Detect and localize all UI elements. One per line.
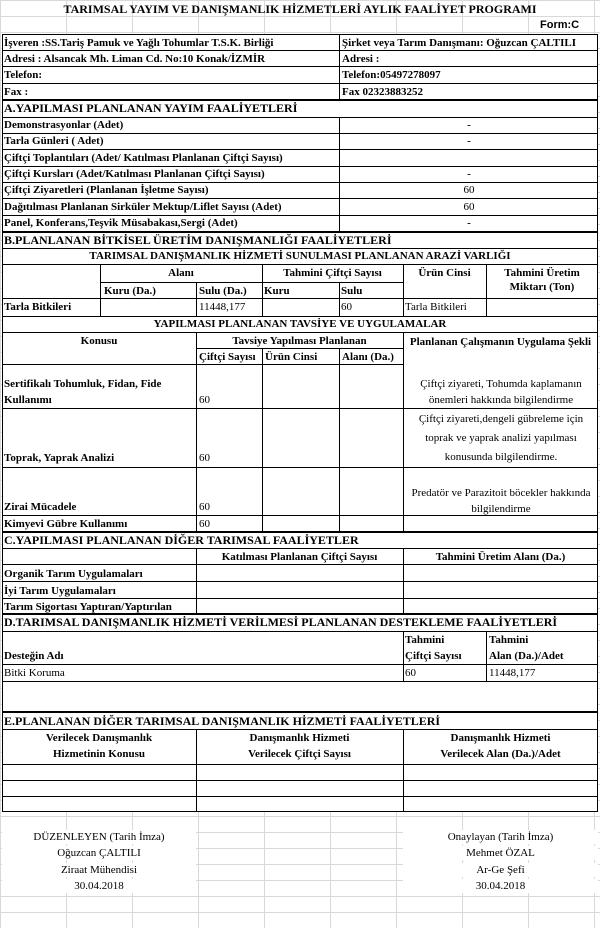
section-d-area-header-1: Tahmini xyxy=(489,634,529,646)
support-name-header: Desteğin Adı xyxy=(4,650,64,662)
recommendation-farmers: 60 xyxy=(199,518,210,530)
dry-area-header: Kuru (Da.) xyxy=(104,285,156,297)
preparer-name: Oğuzcan ÇALTILI xyxy=(2,846,196,860)
planned-recommendation-header: Tavsiye Yapılması Planlanan xyxy=(232,335,367,347)
section-a-row-label: Panel, Konferans,Teşvik Müsabakası,Sergi (Adet) xyxy=(4,217,238,229)
recommendation-farmers: 60 xyxy=(199,452,210,464)
consultant-fax: Fax 02323883252 xyxy=(342,86,423,98)
consultant-address: Adresi : xyxy=(342,53,380,65)
consultant-name: Şirket veya Tarım Danışmanı: Oğuzcan ÇALTILI xyxy=(342,37,576,49)
section-e-title: E.PLANLANAN DİĞER TARIMSAL DANIŞMANLIK HİZMETİ FAALİYETLERİ xyxy=(4,714,441,728)
section-c-row: Organik Tarım Uygulamaları xyxy=(4,568,143,580)
product-type-header: Ürün Cinsi xyxy=(418,267,471,279)
application-method-header: Planlanan Çalışmanın Uygulama Şekli xyxy=(409,336,592,348)
section-a-row-value: - xyxy=(467,135,471,147)
irrigated-farmer-header: Sulu xyxy=(341,285,363,297)
recommendation-topic: Kimyevi Gübre Kullanımı xyxy=(4,518,128,530)
product-type-col-header: Ürün Cinsi xyxy=(265,351,318,363)
recommendation-method: Çiftçi ziyareti, Tohumda kaplamanın önemleri hakkında bilgilendirme xyxy=(420,378,582,406)
section-c-title: C.YAPILMASI PLANLANAN DİĞER TARIMSAL FAALİYETLER xyxy=(4,533,359,547)
section-a-row-value: - xyxy=(467,119,471,131)
approver-date: 30.04.2018 xyxy=(403,879,598,893)
section-a-row-label: Çiftçi Toplantıları (Adet/ Katılması Planlanan Çiftçi Sayısı) xyxy=(4,152,283,164)
approver-title: Ar-Ge Şefi xyxy=(403,863,598,877)
section-a-title: A.YAPILMASI PLANLANAN YAYIM FAALİYETLERİ xyxy=(4,101,298,115)
section-b-subtitle: TARIMSAL DANIŞMANLIK HİZMETİ SUNULMASI PLANLANAN ARAZİ VARLIĞI xyxy=(89,250,511,262)
section-d-title: D.TARIMSAL DANIŞMANLIK HİZMETİ VERİLMESİ PLANLANAN DESTEKLEME FAALİYETLERİ xyxy=(4,615,558,629)
section-d-farmer-header-2: Çiftçi Sayısı xyxy=(405,650,462,662)
section-a-row-value: 60 xyxy=(463,184,475,196)
support-row-label: Bitki Koruma xyxy=(4,667,65,679)
section-a-row-label: Dağıtılması Planlanan Sirküler Mektup/Liflet Sayısı (Adet) xyxy=(4,201,282,213)
land-row-product: Tarla Bitkileri xyxy=(405,301,467,313)
section-c-row: Tarım Sigortası Yaptıran/Yaptırılan xyxy=(4,601,172,613)
section-e-farmer-header-1: Danışmanlık Hizmeti xyxy=(249,732,350,744)
consultant-phone: Telefon:05497278097 xyxy=(342,69,441,81)
approver-name: Mehmet ÖZAL xyxy=(403,846,598,860)
section-a-row-label: Demonstrasyonlar (Adet) xyxy=(4,119,124,131)
form-title: TARIMSAL YAYIM VE DANIŞMANLIK HİZMETLERİ AYLIK FAALİYET PROGRAMI xyxy=(63,2,537,16)
employer-address: Adresi : Alsancak Mh. Liman Cd. No:10 Konak/İZMİR xyxy=(4,53,266,65)
recommendation-method: Predatör ve Parazitoit böcekler hakkında bilgilendirme xyxy=(411,487,591,515)
section-d-area-header-2: Alan (Da.)/Adet xyxy=(489,650,564,662)
form-code: Form:C xyxy=(540,19,580,31)
section-a-row-value: - xyxy=(467,168,471,180)
section-a-row-value: - xyxy=(467,217,471,229)
section-c-row: İyi Tarım Uygulamaları xyxy=(4,585,116,597)
recommendation-topic: Sertifikalı Tohumluk, Fidan, Fide Kullanımı xyxy=(4,378,162,406)
land-row-label: Tarla Bitkileri xyxy=(4,301,72,313)
farmer-count-header: Tahmini Çiftçi Sayısı xyxy=(283,267,382,279)
approver-role: Onaylayan (Tarih İmza) xyxy=(403,830,598,844)
support-row-farmers: 60 xyxy=(405,667,416,679)
support-row-area: 11448,177 xyxy=(489,667,536,679)
employer-phone: Telefon: xyxy=(4,69,43,81)
preparer-date: 30.04.2018 xyxy=(2,879,196,893)
section-a-row-label: Tarla Günleri ( Adet) xyxy=(4,135,104,147)
section-a-row-label: Çiftçi Ziyaretleri (Planlanan İşletme Sayısı) xyxy=(4,184,209,196)
section-d-farmer-header-1: Tahmini xyxy=(405,634,445,646)
recommendation-topic: Zirai Mücadele xyxy=(4,501,77,513)
dry-farmer-header: Kuru xyxy=(264,285,290,297)
employer-fax: Fax : xyxy=(4,86,29,98)
section-c-farmer-header: Katılması Planlanan Çiftçi Sayısı xyxy=(221,551,378,563)
section-e-area-header-1: Danışmanlık Hizmeti xyxy=(450,732,551,744)
section-a-row-label: Çiftçi Kursları (Adet/Katılması Planlanan Çiftçi Sayısı) xyxy=(4,168,265,180)
production-estimate-header: Tahmini Üretim Miktarı (Ton) xyxy=(504,267,580,293)
section-e-topic-header-1: Verilecek Danışmanlık xyxy=(45,732,153,744)
section-a-row-value: 60 xyxy=(463,201,475,213)
land-row-irrigated-farmers: 60 xyxy=(341,301,352,313)
area-col-header: Alanı (Da.) xyxy=(342,351,394,363)
section-b-title: B.PLANLANAN BİTKİSEL ÜRETİM DANIŞMANLIĞI FAALİYETLERİ xyxy=(4,233,392,247)
recommendation-farmers: 60 xyxy=(199,394,210,406)
recommendations-title: YAPILMASI PLANLANAN TAVSİYE VE UYGULAMALAR xyxy=(153,318,447,330)
preparer-role: DÜZENLEYEN (Tarih İmza) xyxy=(2,830,196,844)
section-e-farmer-header-2: Verilecek Çiftçi Sayısı xyxy=(248,748,351,760)
recommendation-topic: Toprak, Yaprak Analizi xyxy=(4,452,115,464)
section-c-area-header: Tahmini Üretim Alanı (Da.) xyxy=(435,551,566,563)
employer-name: İşveren :SS.Tariş Pamuk ve Yağlı Tohumlar T.S.K. Birliği xyxy=(4,37,274,49)
irrigated-area-header: Sulu (Da.) xyxy=(199,285,247,297)
recommendation-farmers: 60 xyxy=(199,501,210,513)
topic-header: Konusu xyxy=(80,335,118,347)
preparer-title: Ziraat Mühendisi xyxy=(2,863,196,877)
farmer-count-col-header: Çiftçi Sayısı xyxy=(199,351,256,363)
section-e-topic-header-2: Hizmetinin Konusu xyxy=(53,748,145,760)
land-row-irrigated-area: 11448,177 xyxy=(199,301,246,313)
land-area-header: Alanı xyxy=(168,267,194,279)
recommendation-method: Çiftçi ziyareti,dengeli gübreleme için toprak ve yaprak analizi yapılması konusunda bilgilendirme. xyxy=(418,413,584,463)
section-e-area-header-2: Verilecek Alan (Da.)/Adet xyxy=(440,748,561,760)
